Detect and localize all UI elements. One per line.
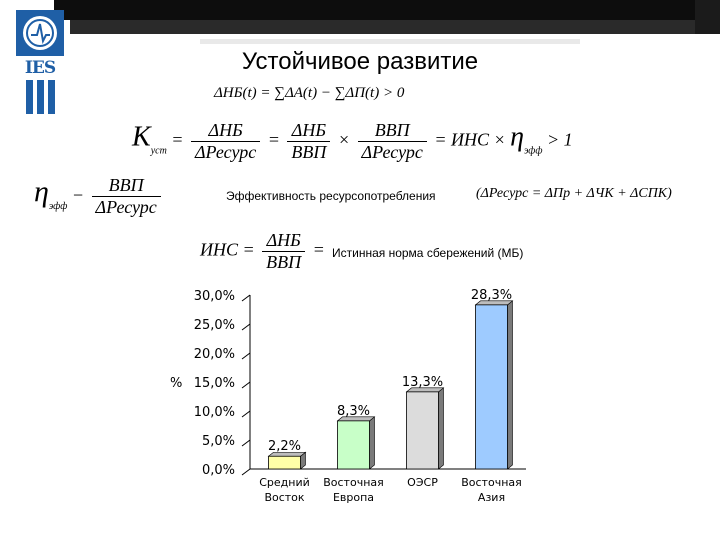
formula1-lhs: ΔНБ(t) =	[214, 85, 271, 101]
bar-side	[370, 417, 375, 469]
formula2-fraction-1	[191, 120, 260, 163]
formula-true-savings	[200, 230, 325, 273]
y-tick-mark	[242, 324, 250, 330]
x-tick-label: Восток	[264, 491, 305, 504]
x-tick-label: Восточная	[323, 476, 384, 489]
formula3-eta-subscript: эфф	[48, 201, 68, 212]
formula2-eq: =	[171, 129, 184, 150]
y-tick-label: 20,0%	[193, 347, 235, 362]
y-tick-label: 5,0%	[201, 434, 235, 449]
y-tick-label: 25,0%	[193, 318, 235, 333]
top-decor-corner	[695, 0, 720, 34]
formula4-note: Истинная норма сбережений (МБ)	[332, 246, 524, 260]
formula2-f1-den: ΔРесурс	[194, 142, 257, 162]
y-tick-mark	[242, 440, 250, 446]
formula2-f1-num: ΔНБ	[191, 120, 260, 142]
data-label: 8,3%	[336, 403, 371, 419]
bar-chart	[160, 285, 530, 515]
y-axis-label: %	[170, 376, 183, 391]
formula1-term1: ∑ΔА(t) −	[274, 85, 331, 101]
y-tick-mark	[242, 411, 250, 417]
formula3-den: ΔРесурс	[95, 197, 157, 218]
formula2-times: ×	[337, 129, 351, 150]
formula3-resource-definition: (ΔРесурс = ΔПр + ΔЧК + ΔСПК)	[476, 186, 672, 201]
formula4-den: ВВП	[266, 252, 302, 272]
bar-side	[508, 301, 513, 469]
y-tick-label: 30,0%	[193, 289, 235, 304]
bar	[407, 392, 439, 469]
formula2-f2-den: ВВП	[291, 142, 327, 162]
formula2-k-subscript: уст	[150, 145, 167, 157]
formula2-eq-2: =	[267, 129, 280, 150]
bar	[338, 421, 370, 469]
formula4-eq: =	[312, 239, 325, 260]
data-label: 13,3%	[401, 374, 444, 390]
formula2-gt: > 1	[547, 129, 573, 150]
formula4-num: ΔНБ	[262, 230, 305, 252]
formula2-fraction-2	[287, 120, 330, 163]
top-decor-bar	[54, 0, 720, 20]
logo-text: IES	[24, 58, 56, 78]
formula3-num: ВВП	[92, 175, 161, 197]
formula2-eta-subscript: эфф	[524, 145, 543, 157]
x-tick-label: Восточная	[461, 476, 522, 489]
formula1-term2: ∑ΔП(t) > 0	[334, 85, 405, 101]
x-tick-label: Азия	[477, 491, 506, 504]
y-tick-mark	[242, 469, 250, 475]
logo	[16, 10, 64, 114]
data-label: 2,2%	[267, 439, 302, 455]
y-tick-mark	[242, 295, 250, 301]
bar-side	[439, 388, 444, 469]
formula2-f3-den: ΔРесурс	[361, 142, 423, 162]
y-tick-label: 10,0%	[193, 405, 235, 420]
logo-emblem	[16, 10, 64, 56]
formula3-note: Эффективность ресурсопотребления	[226, 189, 436, 203]
page-title: Устойчивое развитие	[241, 48, 479, 75]
formula2-f2-num: ΔНБ	[287, 120, 330, 142]
formula3-eta: η	[34, 175, 49, 208]
formula-sustainability-coefficient	[132, 120, 573, 163]
data-label: 28,3%	[470, 287, 513, 303]
y-tick-label: 0,0%	[201, 463, 235, 478]
bar	[476, 305, 508, 469]
x-tick-label: ОЭСР	[407, 476, 438, 489]
y-tick-mark	[242, 353, 250, 359]
x-tick-label: Европа	[332, 491, 375, 504]
logo-bars-icon	[26, 80, 58, 114]
y-tick-mark	[242, 382, 250, 388]
formula-net-wealth	[214, 85, 404, 102]
formula2-fraction-3	[358, 120, 427, 163]
formula4-fraction	[262, 230, 305, 273]
formula2-k: K	[132, 121, 151, 153]
formula2-rhs: = ИНС ×	[434, 129, 506, 150]
formula2-eta: η	[510, 121, 525, 153]
top-decor-bar-secondary	[70, 20, 720, 34]
bar	[269, 456, 301, 469]
formula-efficiency	[34, 175, 164, 218]
formula2-f3-num: ВВП	[358, 120, 427, 142]
y-tick-label: 15,0%	[193, 376, 235, 391]
formula3-dash: −	[71, 185, 85, 205]
formula3-fraction	[92, 175, 161, 218]
title-underline-decor	[200, 39, 580, 44]
formula4-lhs: ИНС =	[200, 239, 255, 260]
x-tick-label: Средний	[259, 476, 310, 489]
